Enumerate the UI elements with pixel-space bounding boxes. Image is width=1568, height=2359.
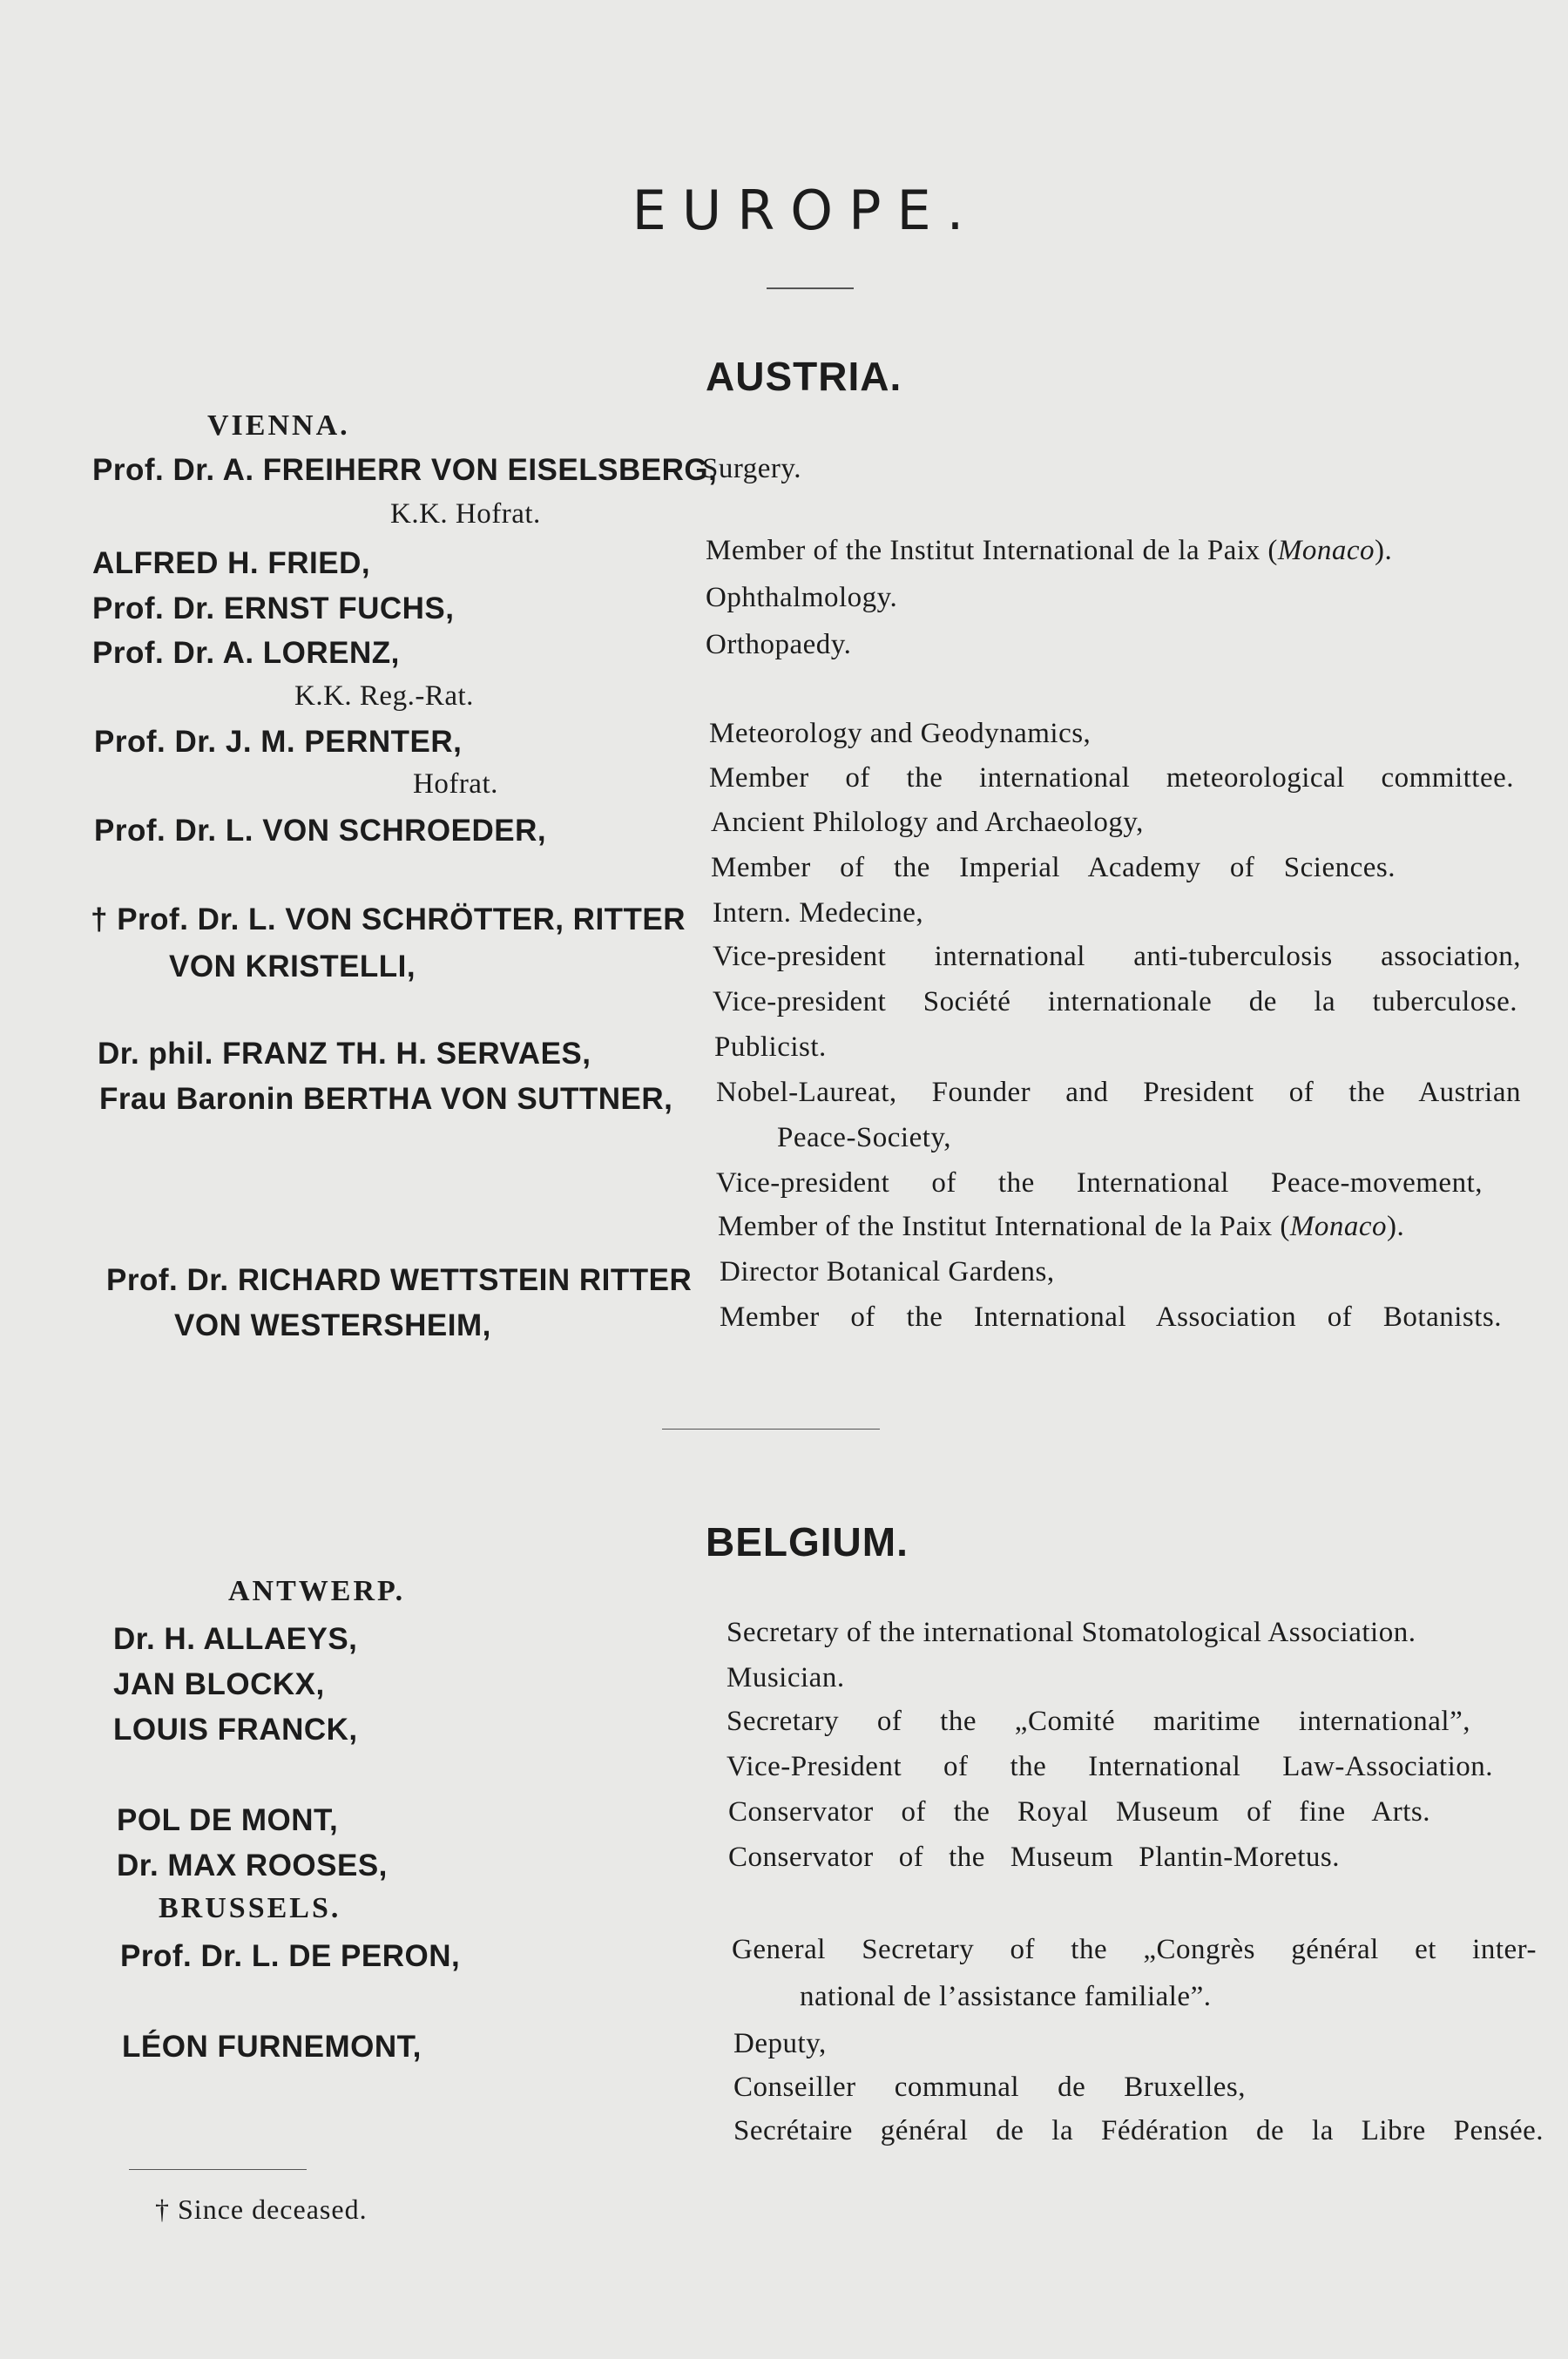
person-description: Secrétaire général de la Fédération de la Libre Pensée. — [733, 2115, 1544, 2146]
person-description: Vice-President of the International Law-Association. — [727, 1751, 1493, 1782]
person-name: Prof. Dr. RICHARD WETTSTEIN RITTER — [106, 1263, 693, 1297]
person-description: Surgery. — [702, 453, 801, 484]
person-description: Vice-president Société internationale de la tuberculose. — [713, 986, 1517, 1017]
page-title: EUROPE. — [632, 179, 980, 242]
belgium-heading: BELGIUM. — [706, 1519, 909, 1565]
person-description: Member of the Imperial Academy of Sciences. — [711, 852, 1396, 883]
person-description: Member of the International Association of Botanists. — [720, 1301, 1502, 1333]
person-name: JAN BLOCKX, — [113, 1667, 325, 1701]
person-description: Deputy, — [733, 2028, 827, 2059]
person-description: Intern. Medecine, — [713, 897, 924, 929]
person-description: Conservator of the Museum Plantin-Moretus. — [728, 1842, 1340, 1873]
person-description: Secretary of the international Stomatological Association. — [727, 1617, 1416, 1648]
person-name: Dr. H. ALLAEYS, — [113, 1622, 358, 1656]
person-name: LÉON FURNEMONT, — [122, 2030, 422, 2064]
person-description: Vice-president international anti-tuberculosis association, — [713, 941, 1521, 972]
antwerp-heading: ANTWERP. — [228, 1575, 406, 1607]
person-name: POL DE MONT, — [117, 1803, 339, 1837]
person-honorific: K.K. Hofrat. — [390, 498, 541, 530]
person-description: Director Botanical Gardens, — [720, 1256, 1055, 1288]
person-name: Prof. Dr. A. LORENZ, — [92, 636, 400, 670]
person-description: Secretary of the „Comité maritime international”, — [727, 1706, 1470, 1737]
person-description: Member of the international meteorological committee. — [709, 762, 1514, 794]
vienna-heading: VIENNA. — [207, 409, 350, 442]
person-description: national de l’assistance familiale”. — [800, 1981, 1212, 2012]
brussels-heading: BRUSSELS. — [159, 1892, 341, 1924]
person-name: Dr. phil. FRANZ TH. H. SERVAES, — [98, 1037, 591, 1071]
person-description: Ancient Philology and Archaeology, — [711, 807, 1144, 838]
person-description: Member of the Institut International de la Paix (Monaco). — [718, 1211, 1405, 1242]
person-name: VON WESTERSHEIM, — [174, 1308, 491, 1342]
person-description: Peace-Society, — [777, 1122, 952, 1153]
person-name: Prof. Dr. J. M. PERNTER, — [94, 725, 463, 759]
person-description: Vice-president of the International Peace-movement, — [716, 1167, 1483, 1199]
person-name: LOUIS FRANCK, — [113, 1713, 358, 1747]
person-name: VON KRISTELLI, — [169, 950, 416, 983]
section-divider — [662, 1429, 880, 1430]
person-description: Orthopaedy. — [706, 629, 852, 660]
person-description: Conseiller communal de Bruxelles, — [733, 2072, 1246, 2103]
person-description: Publicist. — [714, 1031, 827, 1063]
person-honorific: K.K. Reg.-Rat. — [294, 680, 474, 712]
austria-heading: AUSTRIA. — [706, 354, 902, 399]
person-description: Conservator of the Royal Museum of fine Arts. — [728, 1796, 1430, 1828]
person-description: Member of the Institut International de la Paix (Monaco). — [706, 535, 1393, 566]
person-name: Prof. Dr. L. DE PERON, — [120, 1939, 461, 1973]
person-honorific: Hofrat. — [413, 768, 498, 800]
person-description: Ophthalmology. — [706, 582, 898, 613]
person-description: Nobel-Laureat, Founder and President of the Austrian — [716, 1077, 1521, 1108]
title-rule — [767, 287, 854, 289]
person-name: ALFRED H. FRIED, — [92, 546, 371, 580]
person-name: Prof. Dr. A. FREIHERR VON EISELSBERG, — [92, 453, 718, 487]
person-name: Prof. Dr. ERNST FUCHS, — [92, 591, 455, 625]
person-description: Meteorology and Geodynamics, — [709, 718, 1092, 749]
person-description: General Secretary of the „Congrès général et inter- — [732, 1934, 1537, 1965]
person-description: Musician. — [727, 1662, 845, 1693]
person-name: † Prof. Dr. L. VON SCHRÖTTER, RITTER — [91, 902, 686, 936]
person-name: Frau Baronin BERTHA VON SUTTNER, — [99, 1082, 673, 1116]
person-name: Dr. MAX ROOSES, — [117, 1849, 388, 1882]
footnote: † Since deceased. — [155, 2193, 368, 2225]
person-name: Prof. Dr. L. VON SCHROEDER, — [94, 814, 547, 848]
footnote-rule — [129, 2169, 307, 2170]
